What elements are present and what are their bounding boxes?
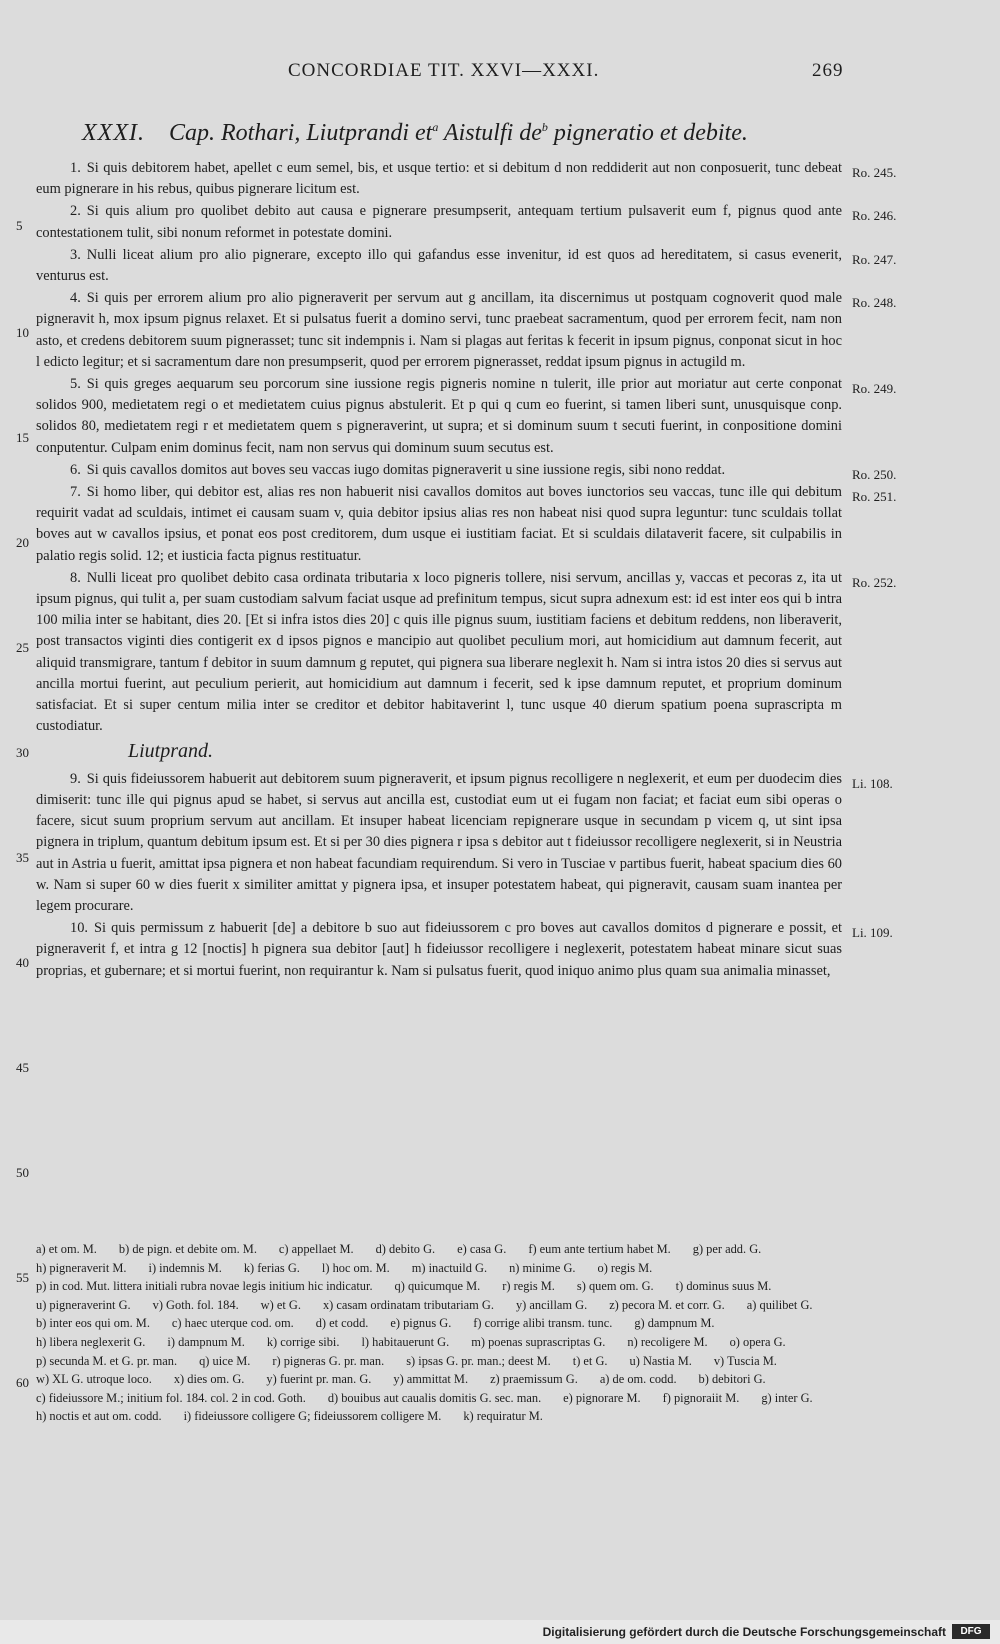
paragraph-text: Si quis greges aequarum seu porcorum sine iussione regis pigneris nomine n tulerit, ille prior aut moriatur aut certe conponat solidos 900, medietatem regi o et medietatem cuius pignus abstulerit. Et p qui q cum eo fuerint, si tamen liberi sunt, unusquisque conp. solidos 80, medietatem regi r et medietatem quem s pigneraverint, ut supra; et si dominum suum t secuti fuerint, in conpositione domini conputentur. Culpam enim dominus fecit, nam non servus qui dominum suum secutus est. [36,376,842,456]
paragraph [36,288,897,373]
paragraph-number: 5. [70,376,81,393]
paragraph-text: Nulli liceat alium pro alio pignerare, excepto illo qui gafandus esse invenitur, id est quos ad hereditatem, si casus evenerit, venturus est. [36,246,842,285]
footnote: k) requiratur M. [463,1409,543,1424]
footer-bar [0,1620,1000,1644]
footnote: v) Tuscia M. [713,1353,777,1368]
paragraph-text: Si quis per errorem alium pro alio pigneraverit per servum aut g ancillam, ita discernimus ut postquam cognoverit quod male pigneravit h, mox ipsum pignus relaxet. Et si pulsatus fuerit a domino servi, tunc praebeat sacramentum, quod per errorem fecit, nam non asto, et credens debitorem suum pignerasset; tunc sit indempnis i. Nam si plagas aut feritas k fecerit in ipsum pignus, conponat sicut in hoc l edicto legitur; et si sacramentum dare non presumpserit, quod per errorem pignerasset, reddat ipsum pignus in actugild m. [36,290,842,370]
footnote: e) pignorare M. [563,1390,641,1405]
footnote: i) fideiussore colligere G; fideiussorem colligere M. [183,1409,442,1424]
running-head-title: CONCORDIAE TIT. XXVI—XXXI. [288,60,600,81]
footnote: n) minime G. [509,1260,576,1275]
paragraph-number: 1. [70,160,81,176]
footnote: c) haec uterque cod. om. [171,1316,294,1331]
footnote: o) regis M. [597,1260,653,1275]
paragraph-number: 7. [70,484,81,501]
footnote: a) de om. codd. [599,1372,677,1387]
footer-text: Digitalisierung gefördert durch die Deutsche Forschungsgemeinschaft [542,1625,946,1639]
margin-reference: Ro. 251. [852,489,897,505]
footnote: l) habitauerunt G. [361,1334,450,1349]
footnote: h) noctis et aut om. codd. [36,1409,162,1424]
footnote: i) dampnum M. [167,1334,245,1349]
paragraph-text: Si quis permissum z habuerit [de] a debitore b suo aut fideiussorem c pro boves aut cavallos domitos d pignerare e possit, et pigneraverit f, et intra g 12 [noctis] h pignera sua debitor [aut] h fideiussor recolligere i neglexerit, potestatem habeat minare sicut suas proprias, et gubernare; et si mortui fuerint, non requirantur k. Nam si pulsatus fuerit, quod iniquo animo plus quam sua animalia minasset, [36,920,842,979]
paragraph-text: Nulli liceat pro quolibet debito casa ordinata tributaria x loco pigneris tollere, nisi servum, ancillas y, vaccas et pecoras z, ita ut ipsum pignus, qui tulit a, per suam custodiam salvum faciat usque ad prefinitum tempus, sicut supra adnexum est: id est inter eos qui b intra 100 milia inter se habitant, dies 20. [Et si infra istos dies 20] c quis ille pignus suum, iustitiam faciens et debitum reddens, non liberaverit, post transactos viginti dies contigerit ex d ipsos pignos e mancipio aut quolibet peculium mori, aut homicidium aut damnum fecerit, aut aliquid transmigrare, tantum f debitor in suum damnum g reputet, qui pignera sua liberare neglexit h. Nam si intra istos 20 dies si servus aut ancilla mortui fuerint, aut peculium perierit, aut homicidium aut damnum i fecerit, sed k ipse damnum reputet, et proprium dominum satisfaciat. Et si super centum milia inter se creditor et debitor habitaverint l, tunc usque 40 dierum spatium poena suprascripta m custodiatur. [36,569,842,735]
paragraph [36,918,893,982]
footnote: g) inter G. [761,1390,813,1405]
paragraph [36,245,897,287]
footnote: r) regis M. [502,1279,555,1294]
footnote: e) pignus G. [390,1316,452,1331]
subheading: Liutprand. [128,740,214,763]
footnote: y) ammittat M. [393,1372,469,1387]
footnote: s) quem om. G. [576,1279,654,1294]
footnote: n) recoligere M. [627,1334,708,1349]
paragraph-text: Si quis cavallos domitos aut boves seu vaccas iugo domitas pigneraverit u sine iussione regis, sibi nono reddat. [86,461,726,478]
line-number: 45 [16,1060,29,1075]
section-title-b: Aistulfi de [438,120,542,146]
footnote: l) hoc om. M. [321,1260,390,1275]
margin-reference: Ro. 248. [852,295,897,311]
footnote: x) casam ordinatam tributariam G. [322,1297,494,1312]
margin-reference: Ro. 252. [852,574,897,590]
margin-reference: Ro. 247. [852,251,897,267]
margin-reference: Ro. 250. [852,466,897,482]
footnote: g) per add. G. [692,1242,762,1256]
footnote: t) et G. [572,1353,608,1368]
footnote: a) quilibet G. [746,1297,813,1312]
footnote: u) pigneraverint G. [36,1297,131,1312]
footnote: f) eum ante tertium habet M. [528,1242,671,1256]
paragraph-number: 4. [70,290,81,307]
footnote: q) quicumque M. [394,1279,481,1294]
footnote: y) fuerint pr. man. G. [266,1372,372,1387]
footnote: d) bouibus aut caualis domitis G. sec. man. [327,1390,542,1405]
section-title-c: pigneratio et debite. [547,120,748,146]
footnote: z) pecora M. et corr. G. [609,1297,725,1312]
footnote: p) in cod. Mut. littera initiali rubra novae legis initium hic indicatur. [36,1279,373,1294]
footnote: f) corrige alibi transm. tunc. [473,1316,613,1331]
footnote: d) debito G. [375,1242,436,1256]
footnote: q) uice M. [199,1353,251,1368]
paragraph-number: 2. [70,203,81,220]
paragraph [36,460,897,482]
paragraph [36,201,897,243]
footnote: r) pigneras G. pr. man. [272,1353,385,1368]
paragraph [36,568,897,738]
footnote: a) et om. M. [36,1242,97,1256]
footnote: u) Nastia M. [629,1353,692,1368]
footnote: h) pigneraverit M. [36,1260,127,1275]
paragraph-number: 10. [70,920,88,937]
footnote: g) dampnum M. [634,1316,715,1331]
footnote: c) appellaet M. [278,1242,354,1256]
paragraph [36,158,897,200]
footnotes [36,1240,842,1426]
paragraph [36,482,897,567]
margin-reference: Li. 108. [852,775,893,791]
paragraph-text: Si quis alium pro quolibet debito aut causa e pignerare presumpserit, antequam tertium pulsaverit eum f, pignus quod ante contestationem tulit, sibi nonum reformet in potestate domini. [36,203,842,241]
paragraph-number: 8. [70,569,81,586]
footnote: w) et G. [260,1297,301,1312]
line-number: 35 [16,850,29,865]
footnote: v) Goth. fol. 184. [152,1297,239,1312]
body-text [36,158,897,983]
footnote: t) dominus suus M. [675,1279,772,1294]
footnote: w) XL G. utroque loco. [36,1372,152,1387]
section-title-sup-b: b [541,120,548,134]
footnote: z) praemissum G. [490,1372,578,1387]
footnote: k) ferias G. [243,1260,300,1275]
footnote: p) secunda M. et G. pr. man. [36,1353,178,1368]
footnote: e) casa G. [457,1242,507,1256]
paragraph-text: Si quis fideiussorem habuerit aut debitorem suum pigneraverit, et ipsum pignus recolligere n neglexerit, et eum per duodecim dies dimiserit: tunc ille qui pignus apud se habet, si servus aut ancilla est, custodiat eum ut ei fugam non faciat; et faciat eum sibi operas o facere, sicut suum proprium servum aut ancillam. Et insuper habeat licenciam repignerare usque in secundam p vicem q, ut sint ipsa pignera in triplum, quantum debitum ipsum est. Et si per 30 dies pignera r ipsa s debitor aut t fideiussor recolligere neglexerit, si in Neustria aut in Astria u fuerit, amittat ipsa pignera et non habeat facundiam requirendum. Si vero in Tusciae v partibus fuerit, habeat spacium dies 60 w. Nam si super 60 w dies fuerit x similiter amittat y pignera ipsa, et insuper potestatem habeat, qui pigneravit, causam suam inantea per legem procurare. [36,770,842,914]
line-number: 40 [16,955,29,970]
paragraph [36,374,897,459]
page-number: 269 [812,60,844,81]
line-number: 20 [16,535,29,550]
footnote: o) opera G. [729,1334,786,1349]
footnote: b) inter eos qui om. M. [36,1316,150,1331]
paragraph-number: 9. [70,770,81,787]
line-number: 60 [16,1375,29,1390]
margin-reference: Li. 109. [852,925,893,941]
footnote: i) indemnis M. [148,1260,222,1275]
footnote: x) dies om. G. [173,1372,245,1387]
line-number: 50 [16,1165,29,1180]
paragraph-text: Si homo liber, qui debitor est, alias res non habuerit nisi cavallos domitos aut boves iunctorios seu vaccas, tunc ille qui debitum requirit vadat ad sculdais, intimet ei causam suam v, quia debitor ipsius alias res non habeat nisi quod supra leguntur: tunc sculdais tollat boves aut w cavallos ipsius, et ponat eos post creditorem, dum usque ei iustitiam faciat. Et si sculdais dilataverit facere, sit culpabilis in palatio regis solid. 12; et iusticia facta pignus restituatur. [36,484,842,564]
section-heading [82,120,842,147]
footnote: b) de pign. et debite om. M. [118,1242,257,1256]
footnote: k) corrige sibi. [266,1334,340,1349]
footnote: y) ancillam G. [515,1297,588,1312]
line-number: 55 [16,1270,29,1285]
footnote: b) debitori G. [698,1372,766,1387]
section-title-a: Cap. Rothari, Liutprandi et [168,120,433,146]
footnote: f) pignoraiit M. [662,1390,740,1405]
footnote: s) ipsas G. pr. man.; deest M. [406,1353,551,1368]
margin-reference: Ro. 249. [852,381,897,397]
paragraph [36,769,893,917]
margin-reference: Ro. 246. [852,208,897,224]
paragraph-number: 6. [70,461,81,478]
margin-reference: Ro. 245. [852,165,897,180]
footnote: m) inactuild G. [411,1260,488,1275]
footnote: h) libera neglexerit G. [36,1334,146,1349]
line-number: 5 [16,218,23,233]
footnote: d) et codd. [315,1316,369,1331]
footnote: c) fideiussore M.; initium fol. 184. col. 2 in cod. Goth. [36,1390,306,1405]
line-number: 15 [16,430,29,445]
dfg-logo: DFG [952,1624,990,1639]
paragraph-text: Si quis debitorem habet, apellet c eum semel, bis, et usque tertio: et si debitum d non reddiderit aut non conposuerit, tunc debeat eum pignerare in his rebus, quibus pignerare licitum est. [36,160,842,198]
footnote-list [36,1240,842,1426]
footnote: m) poenas suprascriptas G. [471,1334,606,1349]
line-number: 10 [16,325,29,340]
paragraph-number: 3. [70,246,81,263]
line-number: 30 [16,745,29,760]
section-title-sup-a: a [432,120,439,134]
line-number: 25 [16,640,29,655]
section-number: XXXI. [82,120,145,146]
